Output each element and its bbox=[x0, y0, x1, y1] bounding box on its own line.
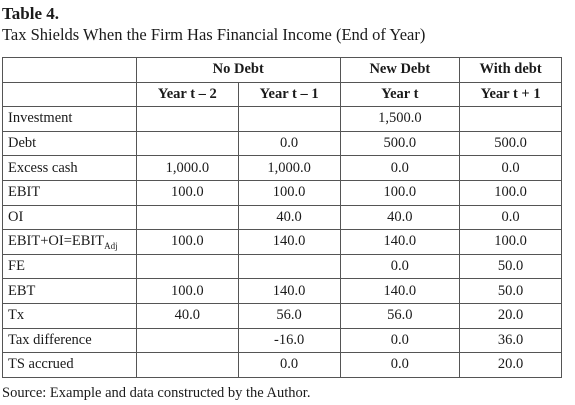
table-row bbox=[3, 156, 562, 181]
group-header-no-debt: No Debt bbox=[136, 58, 340, 83]
table-row bbox=[3, 107, 562, 132]
table-cell: 100.0 bbox=[460, 180, 562, 205]
table-cell: 50.0 bbox=[460, 279, 562, 304]
row-label: TS accrued bbox=[3, 353, 137, 378]
table-cell: 140.0 bbox=[340, 279, 460, 304]
source-note: Source: Example and data constructed by the Author. bbox=[2, 385, 311, 401]
table-cell bbox=[136, 131, 238, 156]
tax-shields-table bbox=[2, 57, 562, 378]
column-header: Year t – 2 bbox=[136, 82, 238, 107]
table-row bbox=[3, 180, 562, 205]
group-header-new-debt: New Debt bbox=[340, 58, 460, 83]
table-cell: 500.0 bbox=[340, 131, 460, 156]
table-cell: 1,500.0 bbox=[340, 107, 460, 132]
table-cell: 100.0 bbox=[136, 180, 238, 205]
column-header: Year t + 1 bbox=[460, 82, 562, 107]
table-cell bbox=[136, 205, 238, 230]
table-cell: 100.0 bbox=[460, 230, 562, 255]
table-cell: 56.0 bbox=[238, 303, 340, 328]
table-cell: 0.0 bbox=[238, 353, 340, 378]
table-cell: 0.0 bbox=[340, 353, 460, 378]
table-caption: Tax Shields When the Firm Has Financial Income (End of Year) bbox=[2, 25, 426, 44]
table-cell: 100.0 bbox=[136, 230, 238, 255]
row-label: OI bbox=[3, 205, 137, 230]
table-number: Table 4. bbox=[2, 4, 60, 23]
table-cell: 0.0 bbox=[340, 328, 460, 353]
table-cell: 100.0 bbox=[136, 279, 238, 304]
table-cell: 100.0 bbox=[238, 180, 340, 205]
table-cell bbox=[136, 254, 238, 279]
row-label: Tax difference bbox=[3, 328, 137, 353]
table-cell: 0.0 bbox=[460, 156, 562, 181]
table-cell: 140.0 bbox=[238, 279, 340, 304]
row-label bbox=[3, 230, 137, 255]
table-cell: 100.0 bbox=[340, 180, 460, 205]
table-row bbox=[3, 279, 562, 304]
table-cell: 50.0 bbox=[460, 254, 562, 279]
row-label: Debt bbox=[3, 131, 137, 156]
table-row bbox=[3, 230, 562, 255]
column-header-row bbox=[3, 82, 562, 107]
table-cell: 140.0 bbox=[340, 230, 460, 255]
table-cell: 0.0 bbox=[340, 156, 460, 181]
row-label: EBIT bbox=[3, 180, 137, 205]
table-row bbox=[3, 205, 562, 230]
table-cell: 0.0 bbox=[238, 131, 340, 156]
table-cell: -16.0 bbox=[238, 328, 340, 353]
table-cell bbox=[460, 107, 562, 132]
row-label: FE bbox=[3, 254, 137, 279]
table-cell bbox=[238, 254, 340, 279]
table-cell bbox=[136, 328, 238, 353]
row-label: Investment bbox=[3, 107, 137, 132]
table-cell bbox=[238, 107, 340, 132]
column-header: Year t bbox=[340, 82, 460, 107]
table-row bbox=[3, 254, 562, 279]
row-label-text: EBIT+OI=EBIT bbox=[8, 232, 105, 249]
corner-cell bbox=[3, 82, 137, 107]
group-header-with-debt: With debt bbox=[460, 58, 562, 83]
table-cell: 40.0 bbox=[340, 205, 460, 230]
table-cell: 40.0 bbox=[238, 205, 340, 230]
table-cell: 0.0 bbox=[460, 205, 562, 230]
table-row bbox=[3, 303, 562, 328]
row-label: Excess cash bbox=[3, 156, 137, 181]
table-cell: 500.0 bbox=[460, 131, 562, 156]
column-header: Year t – 1 bbox=[238, 82, 340, 107]
table-cell: 140.0 bbox=[238, 230, 340, 255]
table-cell: 1,000.0 bbox=[238, 156, 340, 181]
table-cell: 1,000.0 bbox=[136, 156, 238, 181]
table-cell: 20.0 bbox=[460, 353, 562, 378]
table-cell: 40.0 bbox=[136, 303, 238, 328]
row-label-subscript: Adj bbox=[104, 240, 118, 251]
group-header-row bbox=[3, 58, 562, 83]
table-row bbox=[3, 328, 562, 353]
row-label: EBT bbox=[3, 279, 137, 304]
table-cell: 56.0 bbox=[340, 303, 460, 328]
table-cell bbox=[136, 107, 238, 132]
row-label: Tx bbox=[3, 303, 137, 328]
corner-cell bbox=[3, 58, 137, 83]
table-row bbox=[3, 131, 562, 156]
table-cell bbox=[136, 353, 238, 378]
table-cell: 36.0 bbox=[460, 328, 562, 353]
table-row bbox=[3, 353, 562, 378]
table-cell: 0.0 bbox=[340, 254, 460, 279]
table-cell: 20.0 bbox=[460, 303, 562, 328]
